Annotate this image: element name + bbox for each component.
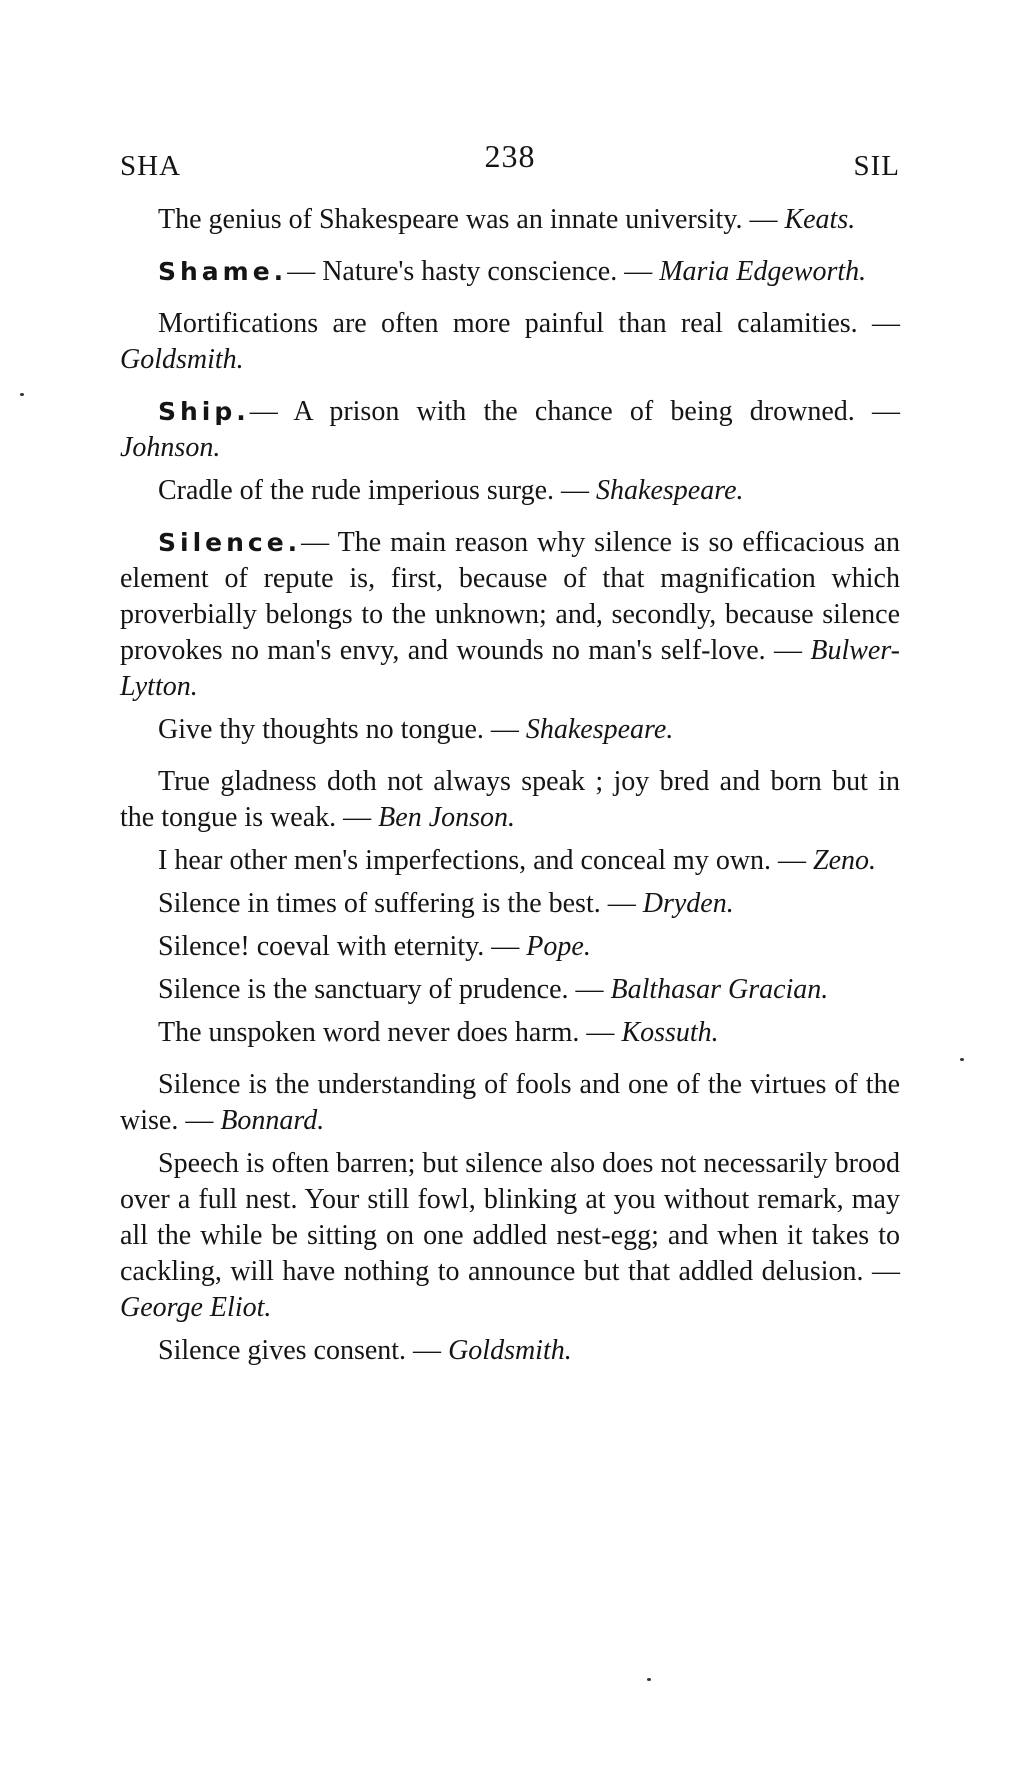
quotation-entry — [120, 929, 900, 965]
quotation-text: I hear other men's imperfections, and conceal my own. — — [158, 845, 814, 876]
header-right-guide-word: SIL — [853, 150, 900, 182]
entry-heading: Ship. — [158, 397, 250, 426]
quotation-list — [120, 202, 900, 1369]
quotation-author: Dryden. — [642, 888, 734, 919]
print-speck — [20, 393, 24, 396]
quotation-author: Ben Jonson. — [378, 802, 516, 833]
quotation-author: Kossuth. — [621, 1017, 719, 1048]
quotation-text: — Nature's hasty conscience. — — [287, 256, 660, 287]
quotation-entry — [120, 972, 900, 1008]
quotation-entry — [120, 473, 900, 509]
quotation-author: Johnson. — [120, 432, 221, 463]
quotation-text: — A prison with the chance of being drowned. — — [249, 396, 900, 427]
quotation-author: Zeno. — [813, 845, 877, 876]
quotation-text: The unspoken word never does harm. — — [158, 1017, 622, 1048]
quotation-text: Silence gives consent. — — [158, 1335, 449, 1366]
quotation-text: True gladness doth not always speak ; joy bred and born but in the tongue is weak. — — [120, 766, 900, 833]
quotation-entry — [120, 306, 900, 378]
quotation-text: Give thy thoughts no tongue. — — [158, 714, 526, 745]
quotation-entry — [120, 525, 900, 705]
quotation-author: Goldsmith. — [448, 1335, 572, 1366]
quotation-entry — [120, 886, 900, 922]
quotation-author: Bulwer-Lytton. — [120, 635, 900, 702]
quotation-author: Shakespeare. — [596, 475, 744, 506]
quotation-entry — [120, 712, 900, 748]
quotation-entry — [120, 843, 900, 879]
quotation-author: Goldsmith. — [120, 344, 244, 375]
quotation-entry — [120, 1067, 900, 1139]
print-speck — [647, 1678, 651, 1681]
quotation-entry — [120, 1146, 900, 1326]
quotation-text: Silence is the sanctuary of prudence. — — [158, 974, 611, 1005]
quotation-author: Balthasar Gracian. — [610, 974, 829, 1005]
quotation-author: Shakespeare. — [525, 714, 674, 745]
quotation-text: Mortifications are often more painful than real calamities. — — [158, 308, 900, 339]
quotation-text: Cradle of the rude imperious surge. — — [158, 475, 597, 506]
quotation-text: Silence in times of suffering is the best. — — [158, 888, 643, 919]
quotation-author: Keats. — [784, 204, 856, 235]
quotation-text: Silence is the understanding of fools and one of the virtues of the wise. — — [120, 1069, 900, 1136]
quotation-author: Bonnard. — [220, 1105, 325, 1136]
running-header — [120, 138, 900, 188]
print-speck — [960, 1058, 964, 1061]
quotation-text: — The main reason why silence is so efficacious an element of repute is, first, because of that magnification which proverbially belongs to the unknown; and, secondly, because silence provokes no man's envy, and wounds no man's self-love. — — [120, 527, 900, 666]
quotation-author: George Eliot. — [120, 1292, 272, 1323]
quotation-entry — [120, 202, 900, 238]
quotation-entry — [120, 1015, 900, 1051]
entry-heading: Shame. — [158, 257, 288, 286]
quotation-entry — [120, 394, 900, 466]
quotation-entry — [120, 764, 900, 836]
quotation-text: Speech is often barren; but silence also does not necessarily brood over a full nest. Your still fowl, blinking at you without remark, may all the while be sitting on one addled nest-egg; and when it takes to cackling, will have nothing to announce but that addled delusion. — — [120, 1148, 900, 1287]
quotation-author: Maria Edgeworth. — [659, 256, 867, 287]
quotation-text: Silence! coeval with eternity. — — [158, 931, 527, 962]
page-number: 238 — [484, 138, 536, 174]
header-left-guide-word: SHA — [120, 150, 182, 182]
quotation-author: Pope. — [526, 931, 591, 962]
book-page — [120, 138, 900, 1385]
entry-heading: Silence. — [158, 528, 302, 557]
quotation-entry — [120, 1333, 900, 1369]
quotation-text: The genius of Shakespeare was an innate university. — — [158, 204, 785, 235]
quotation-entry — [120, 254, 900, 290]
